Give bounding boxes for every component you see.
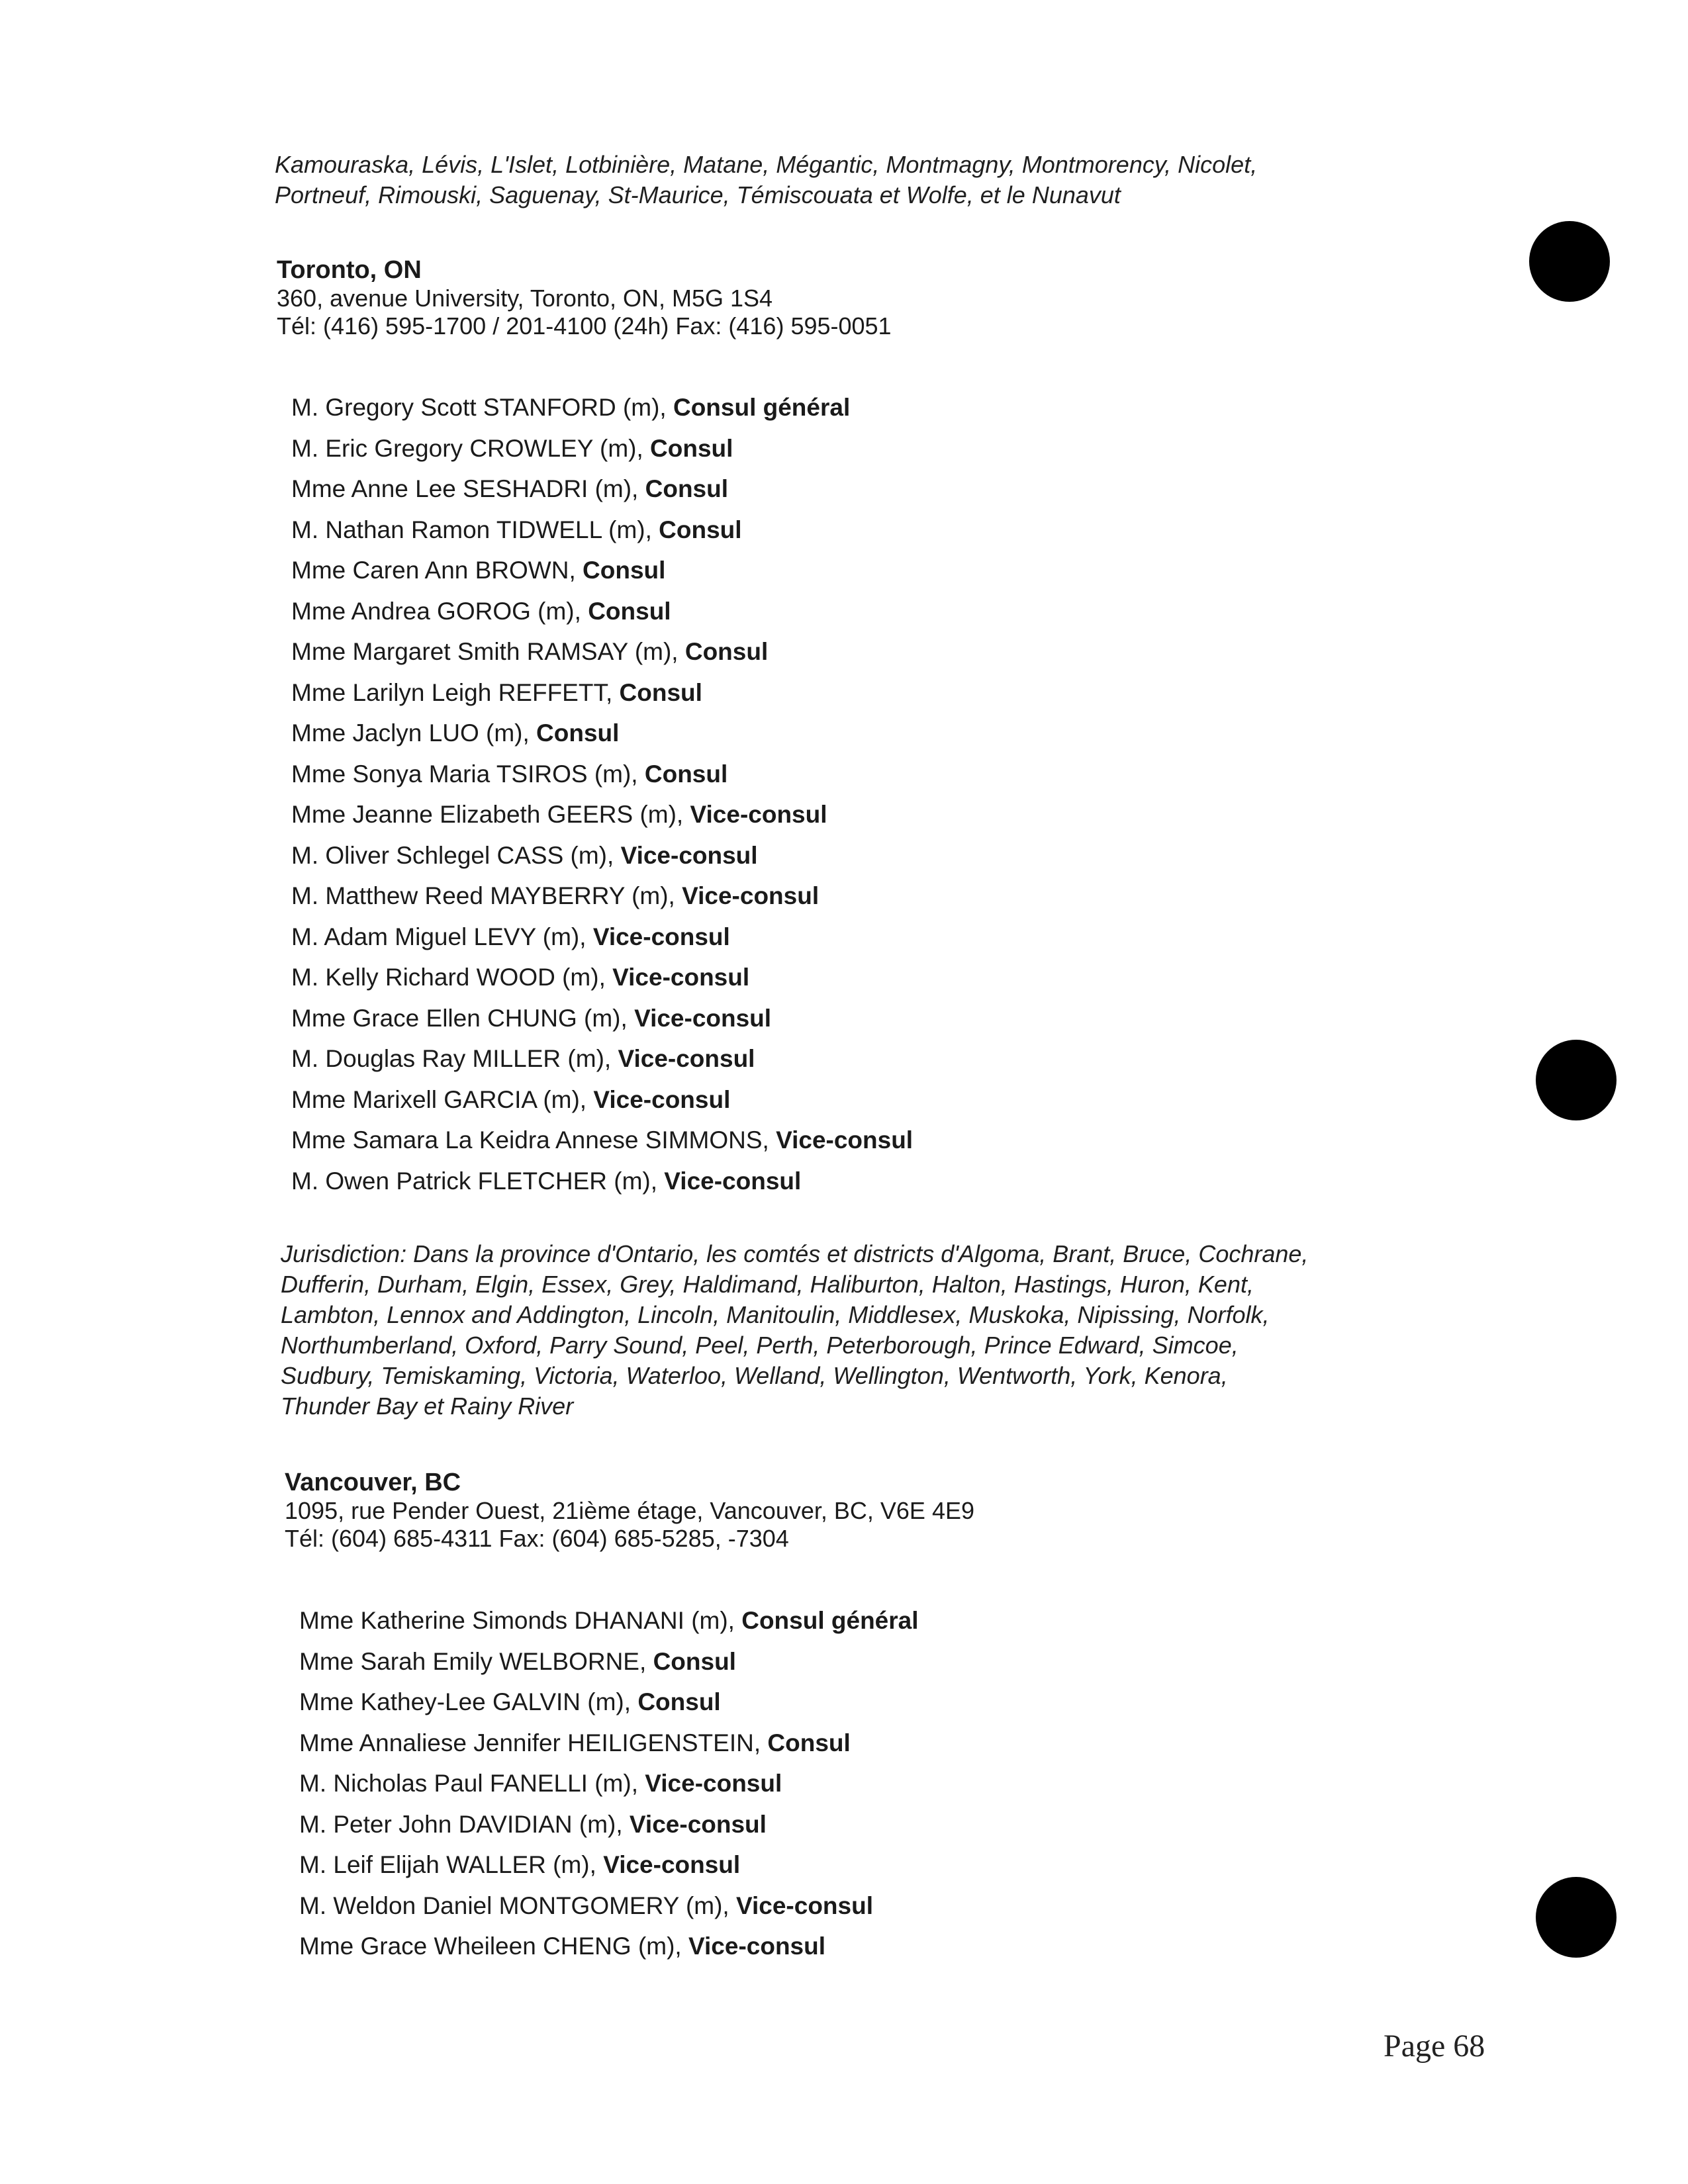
staff-name: Mme Larilyn Leigh REFFETT, (291, 678, 620, 706)
vancouver-staff-list (299, 1600, 919, 1967)
staff-title: Consul (536, 719, 620, 747)
staff-title: Vice-consul (634, 1004, 772, 1032)
staff-entry (299, 1844, 919, 1886)
staff-name: M. Oliver Schlegel CASS (m), (291, 841, 621, 869)
staff-entry (291, 1120, 913, 1161)
staff-entry (299, 1723, 919, 1764)
staff-name: Mme Andrea GOROG (m), (291, 597, 588, 625)
staff-entry (291, 876, 913, 917)
staff-entry (291, 550, 913, 591)
jurisdiction-line: Northumberland, Oxford, Parry Sound, Peel, Perth, Peterborough, Prince Edward, Simcoe, (281, 1332, 1239, 1359)
staff-name: Mme Annaliese Jennifer HEILIGENSTEIN, (299, 1729, 768, 1756)
staff-title: Consul (619, 678, 702, 706)
office-name: Toronto, ON (277, 256, 422, 284)
top-jurisdiction-text (275, 150, 1257, 210)
staff-title: Vice-consul (735, 1891, 873, 1919)
staff-name: M. Weldon Daniel MONTGOMERY (m), (299, 1891, 736, 1919)
staff-title: Consul (653, 1647, 736, 1675)
jurisdiction-line: Jurisdiction: Dans la province d'Ontario, les comtés et districts d'Algoma, Brant, Bruce, Cochrane, (281, 1240, 1309, 1267)
staff-name: Mme Marixell GARCIA (m), (291, 1085, 594, 1113)
jurisdiction-line: Kamouraska, Lévis, L'Islet, Lotbinière, Matane, Mégantic, Montmagny, Montmorency, Nicolet, (275, 151, 1258, 178)
jurisdiction-line: Sudbury, Temiskaming, Victoria, Waterloo, Welland, Wellington, Wentworth, York, Kenora, (281, 1362, 1228, 1389)
jurisdiction-line: Portneuf, Rimouski, Saguenay, St-Maurice, Témiscouata et Wolfe, et le Nunavut (275, 181, 1121, 208)
staff-title: Vice-consul (682, 882, 820, 909)
staff-entry (291, 917, 913, 958)
staff-title: Consul (659, 516, 742, 543)
toronto-staff-list (291, 387, 913, 1201)
staff-title: Consul général (741, 1607, 919, 1634)
staff-entry (291, 713, 913, 754)
staff-title: Vice-consul (776, 1126, 914, 1154)
staff-entry (291, 794, 913, 835)
staff-title: Vice-consul (592, 923, 730, 950)
staff-entry (291, 510, 913, 551)
staff-name: Mme Kathey-Lee GALVIN (m), (299, 1688, 638, 1715)
page-number: Page 68 (1383, 2028, 1485, 2064)
punch-hole-middle (1536, 1040, 1617, 1120)
staff-name: M. Kelly Richard WOOD (m), (291, 964, 613, 991)
staff-name: Mme Grace Ellen CHUNG (m), (291, 1004, 635, 1032)
staff-title: Consul (650, 434, 733, 462)
staff-name: Mme Katherine Simonds DHANANI (m), (299, 1607, 742, 1634)
staff-entry (291, 1038, 913, 1079)
staff-name: Mme Sonya Maria TSIROS (m), (291, 760, 645, 788)
staff-title: Vice-consul (593, 1085, 731, 1113)
staff-title: Vice-consul (645, 1770, 782, 1797)
staff-title: Consul (767, 1729, 851, 1756)
staff-title: Consul général (673, 394, 851, 421)
staff-name: Mme Samara La Keidra Annese SIMMONS, (291, 1126, 776, 1154)
staff-title: Vice-consul (618, 1045, 755, 1072)
office-phone: Tél: (604) 685-4311 Fax: (604) 685-5285, -7304 (285, 1525, 789, 1552)
staff-name: M. Nicholas Paul FANELLI (m), (299, 1770, 645, 1797)
staff-title: Vice-consul (664, 1167, 802, 1195)
staff-entry (291, 387, 913, 428)
staff-name: M. Leif Elijah WALLER (m), (299, 1851, 604, 1878)
staff-title: Vice-consul (612, 964, 750, 991)
staff-title: Consul (644, 760, 728, 788)
office-address: 1095, rue Pender Ouest, 21ième étage, Vancouver, BC, V6E 4E9 (285, 1497, 974, 1524)
staff-name: Mme Anne Lee SESHADRI (m), (291, 475, 645, 502)
office-name: Vancouver, BC (285, 1469, 461, 1496)
staff-entry (291, 1079, 913, 1120)
staff-title: Consul (588, 597, 671, 625)
staff-entry (291, 957, 913, 998)
staff-name: M. Nathan Ramon TIDWELL (m), (291, 516, 659, 543)
staff-name: M. Eric Gregory CROWLEY (m), (291, 434, 651, 462)
jurisdiction-line: Lambton, Lennox and Addington, Lincoln, Manitoulin, Middlesex, Muskoka, Nipissing, Norfolk, (281, 1301, 1270, 1328)
staff-entry (291, 631, 913, 672)
staff-title: Consul (583, 557, 666, 584)
staff-name: M. Douglas Ray MILLER (m), (291, 1045, 618, 1072)
staff-name: Mme Caren Ann BROWN, (291, 557, 583, 584)
staff-title: Consul (684, 638, 769, 665)
staff-name: M. Matthew Reed MAYBERRY (m), (291, 882, 682, 909)
staff-entry (291, 469, 913, 510)
staff-name: M. Gregory Scott STANFORD (m), (291, 394, 673, 421)
staff-name: Mme Jeanne Elizabeth GEERS (m), (291, 801, 690, 828)
staff-entry (291, 428, 913, 469)
staff-entry (299, 1804, 919, 1845)
staff-entry (299, 1926, 919, 1967)
staff-entry (291, 754, 913, 795)
staff-title: Vice-consul (690, 801, 827, 828)
staff-entry (291, 835, 913, 876)
staff-entry (299, 1641, 919, 1682)
staff-name: M. Adam Miguel LEVY (m), (291, 923, 593, 950)
punch-hole-bottom (1536, 1877, 1617, 1958)
staff-title: Consul (645, 475, 729, 502)
office-address: 360, avenue University, Toronto, ON, M5G 1S4 (277, 285, 773, 312)
office-phone: Tél: (416) 595-1700 / 201-4100 (24h) Fax: (416) 595-0051 (277, 312, 892, 340)
staff-name: M. Owen Patrick FLETCHER (m), (291, 1167, 665, 1195)
staff-entry (299, 1886, 919, 1927)
staff-entry (291, 672, 913, 713)
staff-title: Vice-consul (629, 1810, 767, 1838)
staff-title: Vice-consul (620, 841, 758, 869)
staff-entry (291, 591, 913, 632)
staff-name: Mme Grace Wheileen CHENG (m), (299, 1933, 688, 1960)
staff-name: Mme Margaret Smith RAMSAY (m), (291, 638, 685, 665)
office-toronto (277, 255, 892, 340)
staff-entry (299, 1600, 919, 1641)
staff-entry (299, 1682, 919, 1723)
staff-entry (291, 998, 913, 1039)
staff-entry (291, 1161, 913, 1202)
staff-name: Mme Jaclyn LUO (m), (291, 719, 537, 747)
staff-name: M. Peter John DAVIDIAN (m), (299, 1810, 630, 1838)
punch-hole-top (1529, 221, 1610, 302)
staff-title: Vice-consul (688, 1933, 826, 1960)
jurisdiction-line: Dufferin, Durham, Elgin, Essex, Grey, Haldimand, Haliburton, Halton, Hastings, Huron, Kent, (281, 1271, 1254, 1298)
staff-entry (299, 1763, 919, 1804)
staff-title: Vice-consul (603, 1851, 741, 1878)
staff-name: Mme Sarah Emily WELBORNE, (299, 1647, 653, 1675)
toronto-jurisdiction-text (281, 1239, 1308, 1422)
office-vancouver (285, 1468, 974, 1553)
staff-title: Consul (637, 1688, 721, 1715)
jurisdiction-line: Thunder Bay et Rainy River (281, 1392, 574, 1420)
